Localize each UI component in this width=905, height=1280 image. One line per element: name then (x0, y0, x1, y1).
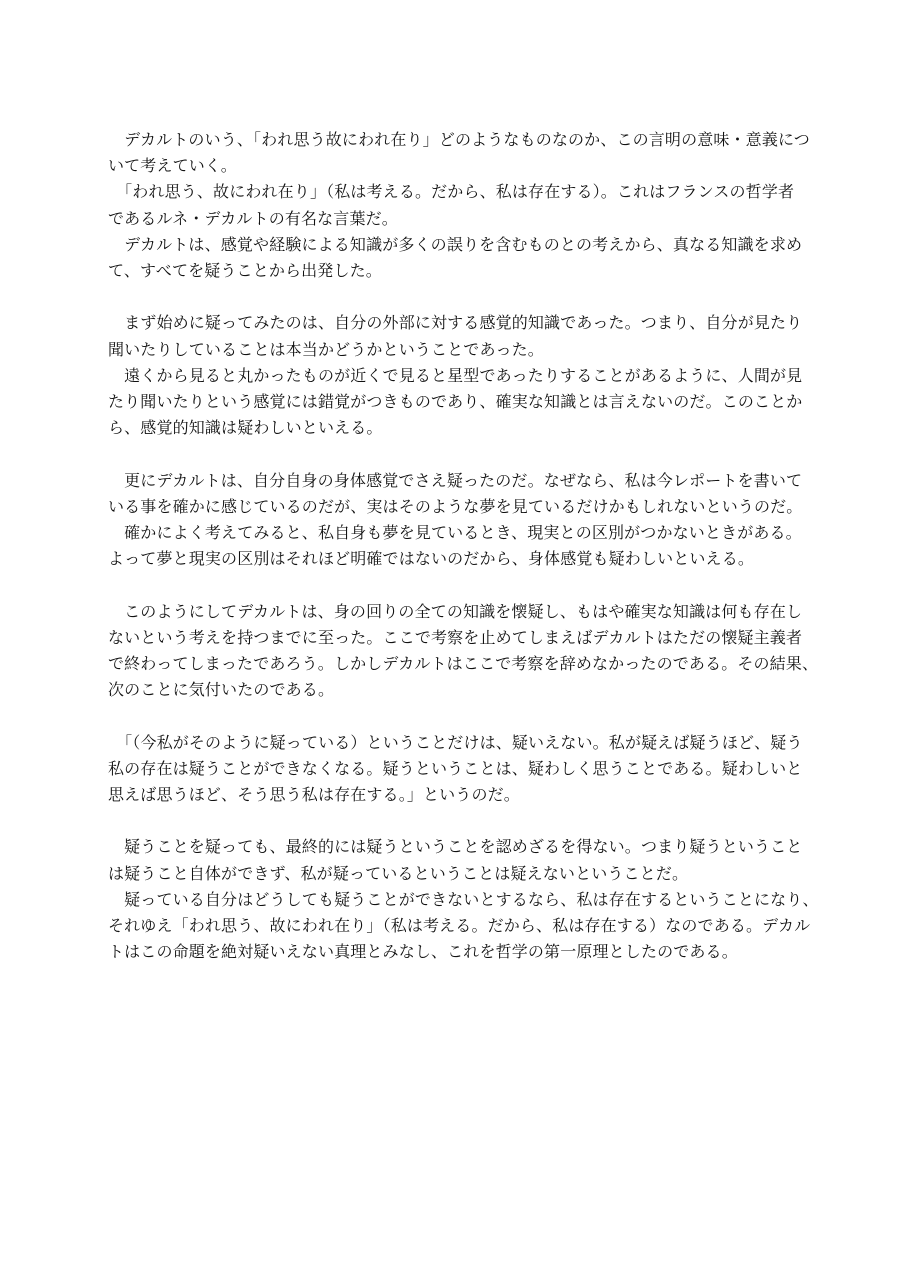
paragraph-gap (108, 284, 808, 310)
text-line: 私の存在は疑うことができなくなる。疑うということは、疑わしく思うことである。疑わしいと (108, 758, 803, 778)
paragraph-gap (108, 572, 808, 598)
paragraph-gap (108, 703, 808, 729)
text-line: 遠くから見ると丸かったものが近くで見ると星型であったりすることがあるように、人間が見 (108, 365, 803, 385)
text-line: よって夢と現実の区別はそれほど明確ではないのだから、身体感覚も疑わしいといえる。 (108, 549, 755, 569)
paragraph-sensory-knowledge (108, 310, 808, 441)
paragraph-intro (108, 127, 808, 284)
essay-body (108, 127, 819, 965)
text-line: このようにしてデカルトは、身の回りの全ての知識を懐疑し、もはや確実な知識は何も存在し (108, 601, 803, 621)
text-line: ら、感覚的知識は疑わしいといえる。 (108, 418, 383, 438)
text-line: ないという考えを持つまでに至った。ここで考察を止めてしまえばデカルトはただの懐疑主義者 (108, 627, 803, 647)
text-line: 「われ思う、故にわれ在り」（私は考える。だから、私は存在する）。これはフランスの哲学者 (108, 182, 795, 202)
text-line: 確かによく考えてみると、私自身も夢を見ているとき、現実との区別がつかないときがある。 (108, 523, 802, 543)
text-line: 聞いたりしていることは本当かどうかということであった。 (108, 339, 544, 359)
text-line: たり聞いたりという感覚には錯覚がつきものであり、確実な知識とは言えないのだ。このことか (108, 392, 803, 412)
paragraph-gap (108, 441, 808, 467)
text-line: は疑うこと自体ができず、私が疑っているということは疑えないということだ。 (108, 863, 689, 883)
text-line: であるルネ・デカルトの有名な言葉だ。 (108, 208, 398, 228)
text-line: それゆえ「われ思う、故にわれ在り」（私は考える。だから、私は存在する）なのである。デカル (108, 916, 811, 936)
text-line: 思えば思うほど、そう思う私は存在する。」というのだ。 (108, 785, 520, 805)
text-line: 次のことに気付いたのである。 (108, 680, 335, 700)
paragraph-body-sensation (108, 468, 808, 573)
text-line: デカルトは、感覚や経験による知識が多くの誤りを含むものとの考えから、真なる知識を求め (108, 234, 803, 254)
paragraph-conclusion (108, 834, 819, 965)
text-line: 疑っている自分はどうしても疑うことができないとするなら、私は存在するということになり、 (108, 889, 819, 909)
text-line: いる事を確かに感じているのだが、実はそのような夢を見ているだけかもしれないというのだ。 (108, 496, 803, 516)
text-line: 「（今私がそのように疑っている）ということだけは、疑いえない。私が疑えば疑うほど、疑う (108, 732, 803, 752)
text-line: トはこの命題を絶対疑いえない真理とみなし、これを哲学の第一原理としたのである。 (108, 942, 738, 962)
text-line: まず始めに疑ってみたのは、自分の外部に対する感覚的知識であった。つまり、自分が見たり (108, 313, 803, 333)
text-line: 更にデカルトは、自分自身の身体感覚でさえ疑ったのだ。なぜなら、私は今レポートを書いて (108, 470, 803, 490)
text-line: いて考えていく。 (108, 156, 237, 176)
paragraph-skepticism (108, 599, 819, 704)
text-line: て、すべてを疑うことから出発した。 (108, 261, 382, 281)
text-line: 疑うことを疑っても、最終的には疑うということを認めざるを得ない。つまり疑うということ (108, 837, 803, 857)
paragraph-quote (108, 730, 808, 809)
text-line: デカルトのいう、「われ思う故にわれ在り」どのようなものなのか、この言明の意味・意義につ (108, 130, 810, 149)
paragraph-gap (108, 808, 808, 834)
text-line: で終わってしまったであろう。しかしデカルトはここで考察を辞めなかったのである。その結果、 (108, 654, 819, 674)
